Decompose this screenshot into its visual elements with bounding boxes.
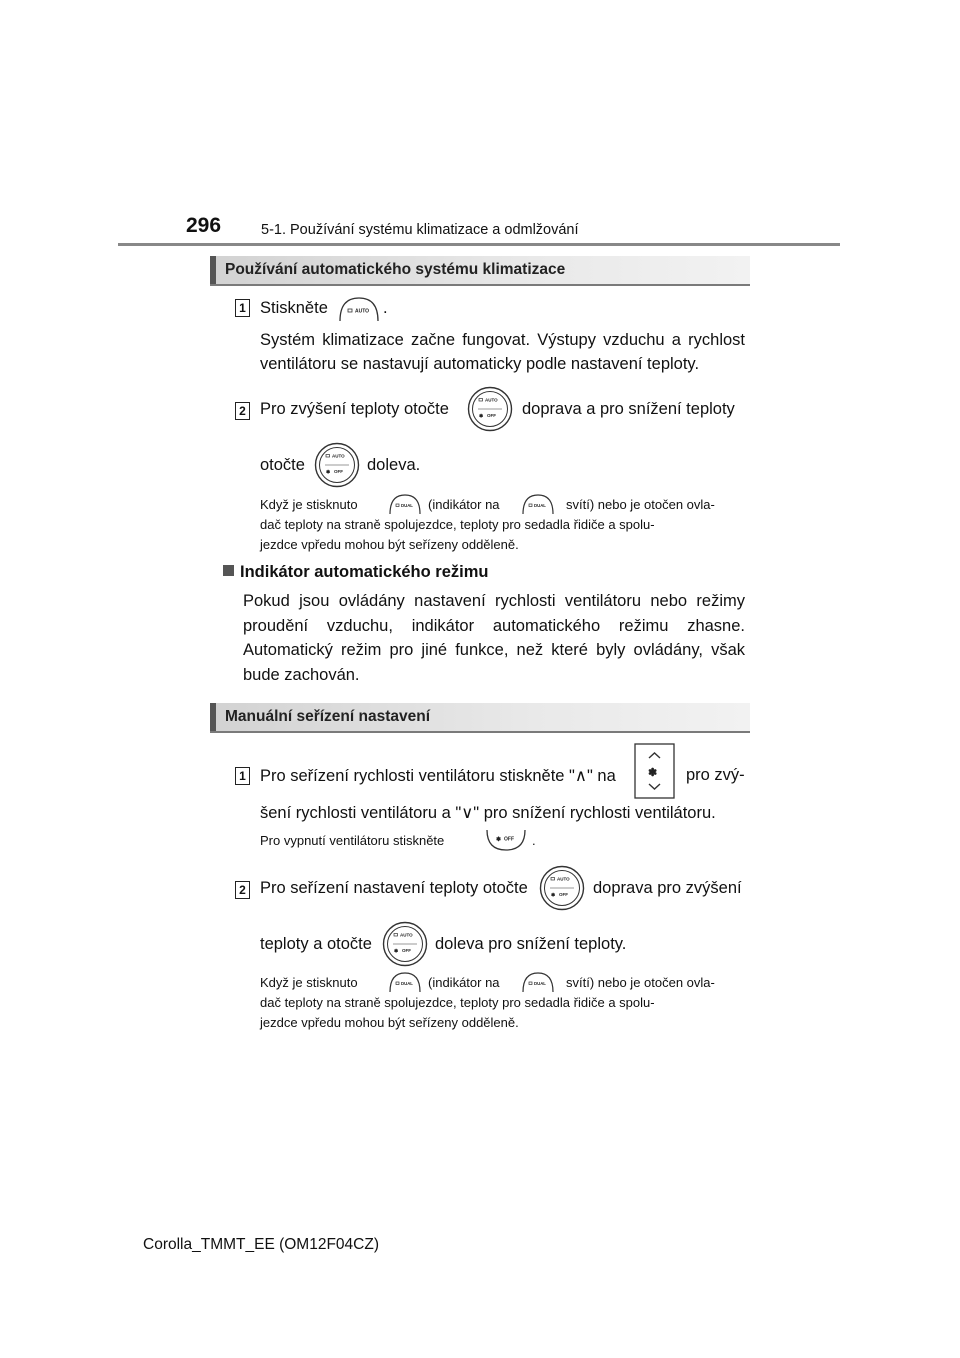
indicator-paragraph: Pokud jsou ovládány nastavení rychlosti ventilátoru nebo režimy proudění vzduchu, indikátor automatického režimu zhasne. Automatický režim pro jiné funkce, než které byly ovládány, však bude zachován. [243, 592, 745, 684]
dual-indicator-icon [521, 493, 555, 515]
header-divider [118, 243, 840, 246]
manual-step2-note-part3: svítí) nebo je otočen ovla- [566, 975, 715, 990]
manual-step2-part3: teploty a otočte [260, 935, 372, 953]
temperature-dial-icon [467, 386, 513, 432]
step2-note-line3: jezdce vpředu mohou být seřízeny odděleně. [260, 537, 519, 552]
bullet-square [223, 565, 234, 576]
section-heading-text: Manuální seřízení nastavení [225, 708, 431, 725]
svg-text:AUTO: AUTO [557, 876, 570, 882]
manual-step2-part2: doprava pro zvýšení [593, 879, 742, 897]
indicator-heading-text: Indikátor automatického režimu [240, 563, 489, 581]
off-button-icon [485, 828, 527, 852]
step2-text-part2: doprava a pro snížení teploty [522, 400, 735, 418]
manual-step2-note-part1: Když je stisknuto [260, 975, 358, 990]
svg-text:AUTO: AUTO [400, 932, 413, 938]
svg-text:DUAL: DUAL [534, 981, 546, 986]
step2-note-part3: svítí) nebo je otočen ovla- [566, 497, 715, 512]
document-code: Corolla_TMMT_EE (OM12F04CZ) [143, 1236, 379, 1253]
indicator-heading [223, 563, 488, 582]
section-heading-manual [210, 703, 750, 733]
svg-text:OFF: OFF [504, 836, 514, 843]
svg-text:OFF: OFF [334, 469, 343, 474]
dial-auto-label: AUTO [485, 397, 498, 403]
step1-press-prefix: Stiskněte [260, 299, 328, 317]
chapter-title: 5-1. Používání systému klimatizace a odmlžování [261, 222, 579, 238]
manual-step1-line2: šení rychlosti ventilátoru a "∨" pro snížení rychlosti ventilátoru. [260, 804, 716, 822]
auto-button-icon [338, 296, 380, 322]
manual-step2-note-line2: dač teploty na straně spolujezdce, teploty pro sedadla řidiče a spolu- [260, 995, 655, 1010]
svg-text:✽: ✽ [648, 767, 658, 779]
manual-step2-note-line3: jezdce vpředu mohou být seřízeny odděleně. [260, 1015, 519, 1030]
dual-button-icon [388, 971, 422, 993]
dual-indicator-icon [521, 971, 555, 993]
section-heading-bar [210, 256, 216, 284]
manual-step1-note-suffix: . [532, 833, 536, 848]
svg-text:AUTO: AUTO [332, 453, 345, 459]
step2-note-part2: (indikátor na [428, 497, 500, 512]
step1-press-suffix: . [383, 299, 388, 317]
manual-step2-part1: Pro seřízení nastavení teploty otočte [260, 879, 528, 897]
step1-press-line [260, 299, 328, 318]
manual-step1-part1: Pro seřízení rychlosti ventilátoru stiskněte "∧" na [260, 767, 616, 785]
step1-description: Systém klimatizace začne fungovat. Výstupy vzduchu a rychlost ventilátoru se nastavují automaticky podle nastavení teploty. [260, 331, 745, 373]
svg-text:✽: ✽ [551, 892, 556, 899]
svg-text:OFF: OFF [402, 948, 411, 953]
auto-icon-label: AUTO [355, 308, 370, 315]
temperature-dial-icon [382, 921, 428, 967]
temperature-dial-icon [539, 865, 585, 911]
svg-text:DUAL: DUAL [401, 981, 413, 986]
svg-text:✽: ✽ [496, 837, 502, 843]
svg-text:DUAL: DUAL [534, 503, 546, 508]
svg-text:OFF: OFF [559, 892, 568, 897]
dial-off-label: OFF [487, 413, 496, 418]
step2-note-part1: Když je stisknuto [260, 497, 358, 512]
manual-step2-part4: doleva pro snížení teploty. [435, 935, 627, 953]
step-number-box: 1 [235, 767, 250, 785]
step2-text-part3: otočte [260, 456, 305, 474]
step2-text-part4: doleva. [367, 456, 421, 474]
section-heading-auto [210, 256, 750, 286]
manual-step1-part2: pro zvý- [686, 766, 745, 784]
page-number: 296 [186, 214, 222, 237]
section-heading-text: Používání automatického systému klimatizace [225, 261, 566, 278]
svg-text:DUAL: DUAL [401, 503, 413, 508]
fan-speed-button-icon [634, 743, 675, 799]
svg-text:✽: ✽ [479, 413, 484, 420]
step2-note-line2: dač teploty na straně spolujezdce, teploty pro sedadla řidiče a spolu- [260, 517, 655, 532]
step-number-box: 2 [235, 881, 250, 899]
section-heading-bar [210, 703, 216, 731]
step-number-box: 1 [235, 299, 250, 317]
step2-text-part1: Pro zvýšení teploty otočte [260, 400, 449, 418]
temperature-dial-icon [314, 442, 360, 488]
manual-step2-note-part2: (indikátor na [428, 975, 500, 990]
svg-text:✽: ✽ [326, 469, 331, 476]
dual-button-icon [388, 493, 422, 515]
step-number-box: 2 [235, 402, 250, 420]
manual-step1-note-prefix: Pro vypnutí ventilátoru stiskněte [260, 833, 445, 848]
svg-text:✽: ✽ [394, 948, 399, 955]
